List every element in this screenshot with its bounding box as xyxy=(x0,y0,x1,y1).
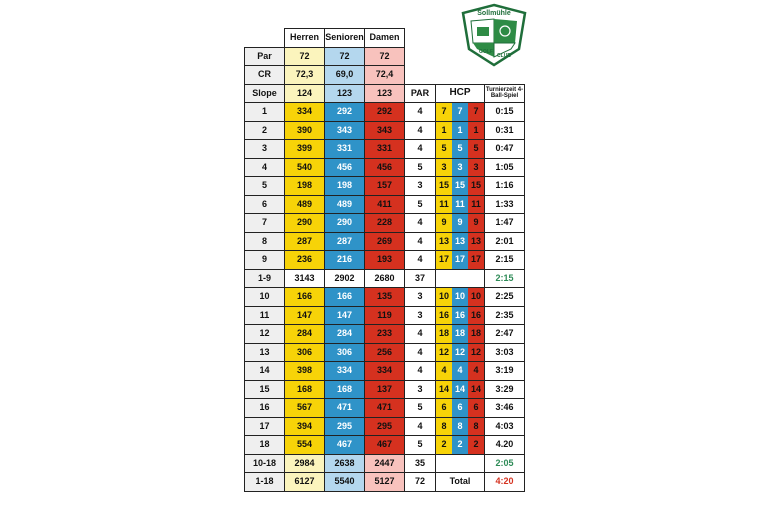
hcp-damen: 2 xyxy=(468,436,484,454)
hole-number: 8 xyxy=(245,232,285,251)
hcp-damen: 6 xyxy=(468,399,484,417)
total-herren: 6127 xyxy=(285,473,325,492)
yardage-senioren: 290 xyxy=(325,214,365,233)
empty-cell xyxy=(405,47,436,66)
hcp-damen: 1 xyxy=(468,122,484,140)
total-text: Total xyxy=(436,473,485,492)
hole-number: 17 xyxy=(245,417,285,436)
yardage-herren: 290 xyxy=(285,214,325,233)
hole-row xyxy=(245,288,525,307)
tee-time: 0:47 xyxy=(485,140,525,159)
hcp-senioren: 15 xyxy=(452,177,468,195)
hole-number: 13 xyxy=(245,343,285,362)
header-senioren: Senioren xyxy=(325,29,365,48)
hole-number: 4 xyxy=(245,158,285,177)
hcp-senioren: 18 xyxy=(452,325,468,343)
hcp-herren: 6 xyxy=(436,399,452,417)
scorecard-table xyxy=(244,28,525,492)
hole-par: 5 xyxy=(405,158,436,177)
yardage-senioren: 343 xyxy=(325,121,365,140)
hole-par: 4 xyxy=(405,121,436,140)
hcp-cell xyxy=(436,362,485,381)
total-label: 1-9 xyxy=(245,269,285,288)
rating-row xyxy=(245,66,525,85)
yardage-damen: 269 xyxy=(365,232,405,251)
hole-row xyxy=(245,251,525,270)
hcp-cell xyxy=(436,399,485,418)
logo-top-text: Sollmühle xyxy=(477,10,511,17)
hole-par: 4 xyxy=(405,343,436,362)
yardage-senioren: 334 xyxy=(325,362,365,381)
hole-number: 12 xyxy=(245,325,285,344)
total-senioren: 5540 xyxy=(325,473,365,492)
hole-par: 4 xyxy=(405,251,436,270)
yardage-senioren: 147 xyxy=(325,306,365,325)
yardage-herren: 399 xyxy=(285,140,325,159)
total-par: 37 xyxy=(405,269,436,288)
hole-row xyxy=(245,325,525,344)
hcp-herren: 9 xyxy=(436,214,452,232)
rating-label: Par xyxy=(245,47,285,66)
yardage-damen: 137 xyxy=(365,380,405,399)
rating-senioren: 69,0 xyxy=(325,66,365,85)
yardage-damen: 456 xyxy=(365,158,405,177)
yardage-herren: 306 xyxy=(285,343,325,362)
header-hcp: HCP xyxy=(436,84,485,103)
yardage-damen: 135 xyxy=(365,288,405,307)
yardage-senioren: 467 xyxy=(325,436,365,455)
empty-cell xyxy=(245,29,285,48)
hole-number: 3 xyxy=(245,140,285,159)
hole-row xyxy=(245,380,525,399)
yardage-senioren: 166 xyxy=(325,288,365,307)
total-time: 2:15 xyxy=(485,269,525,288)
back-total-row xyxy=(245,454,525,473)
hcp-herren: 3 xyxy=(436,159,452,177)
hcp-damen: 11 xyxy=(468,196,484,214)
hcp-senioren: 10 xyxy=(452,288,468,306)
hcp-cell xyxy=(436,251,485,270)
empty-cell xyxy=(485,29,525,48)
hole-par: 3 xyxy=(405,306,436,325)
hole-number: 5 xyxy=(245,177,285,196)
hcp-herren: 11 xyxy=(436,196,452,214)
total-senioren: 2902 xyxy=(325,269,365,288)
hcp-cell xyxy=(436,177,485,196)
hole-number: 9 xyxy=(245,251,285,270)
yardage-senioren: 295 xyxy=(325,417,365,436)
total-damen: 2447 xyxy=(365,454,405,473)
yardage-damen: 467 xyxy=(365,436,405,455)
hole-number: 16 xyxy=(245,399,285,418)
hcp-cell xyxy=(436,325,485,344)
rating-row xyxy=(245,84,525,103)
hcp-herren: 15 xyxy=(436,177,452,195)
yardage-herren: 166 xyxy=(285,288,325,307)
hcp-herren: 10 xyxy=(436,288,452,306)
empty-cell xyxy=(436,29,485,48)
empty-cell xyxy=(436,47,485,66)
yardage-senioren: 471 xyxy=(325,399,365,418)
scorecard xyxy=(244,28,525,492)
total-label: 10-18 xyxy=(245,454,285,473)
hole-row xyxy=(245,121,525,140)
hcp-senioren: 13 xyxy=(452,233,468,251)
hole-row xyxy=(245,343,525,362)
tee-time: 1:33 xyxy=(485,195,525,214)
tee-time: 2:25 xyxy=(485,288,525,307)
yardage-herren: 567 xyxy=(285,399,325,418)
hcp-senioren: 11 xyxy=(452,196,468,214)
empty-cell xyxy=(436,66,485,85)
tee-time: 4:03 xyxy=(485,417,525,436)
hcp-cell xyxy=(436,417,485,436)
hcp-damen: 4 xyxy=(468,362,484,380)
yardage-damen: 157 xyxy=(365,177,405,196)
yardage-herren: 398 xyxy=(285,362,325,381)
total-par: 72 xyxy=(405,473,436,492)
hcp-herren: 18 xyxy=(436,325,452,343)
yardage-senioren: 287 xyxy=(325,232,365,251)
hole-number: 15 xyxy=(245,380,285,399)
hole-number: 1 xyxy=(245,103,285,122)
hcp-damen: 5 xyxy=(468,140,484,158)
hcp-cell xyxy=(436,121,485,140)
hcp-herren: 14 xyxy=(436,381,452,399)
hcp-cell xyxy=(436,232,485,251)
hole-row xyxy=(245,195,525,214)
hcp-senioren: 14 xyxy=(452,381,468,399)
logo-golf-text: GOLF xyxy=(479,49,493,55)
yardage-senioren: 292 xyxy=(325,103,365,122)
yardage-herren: 489 xyxy=(285,195,325,214)
hcp-senioren: 3 xyxy=(452,159,468,177)
yardage-senioren: 306 xyxy=(325,343,365,362)
hcp-damen: 10 xyxy=(468,288,484,306)
hcp-damen: 13 xyxy=(468,233,484,251)
hcp-senioren: 8 xyxy=(452,418,468,436)
yardage-damen: 228 xyxy=(365,214,405,233)
yardage-damen: 331 xyxy=(365,140,405,159)
yardage-herren: 168 xyxy=(285,380,325,399)
hcp-cell-empty xyxy=(436,269,485,288)
hole-par: 4 xyxy=(405,214,436,233)
tee-time: 2:47 xyxy=(485,325,525,344)
yardage-damen: 471 xyxy=(365,399,405,418)
hcp-herren: 8 xyxy=(436,418,452,436)
hole-row xyxy=(245,362,525,381)
empty-cell xyxy=(485,47,525,66)
hcp-cell xyxy=(436,306,485,325)
tee-time: 1:47 xyxy=(485,214,525,233)
hcp-damen: 15 xyxy=(468,177,484,195)
hcp-herren: 17 xyxy=(436,251,452,269)
hole-number: 2 xyxy=(245,121,285,140)
rating-damen: 72,4 xyxy=(365,66,405,85)
tee-time: 3:19 xyxy=(485,362,525,381)
hcp-damen: 12 xyxy=(468,344,484,362)
hcp-senioren: 17 xyxy=(452,251,468,269)
hcp-herren: 7 xyxy=(436,103,452,121)
hcp-damen: 18 xyxy=(468,325,484,343)
hcp-damen: 3 xyxy=(468,159,484,177)
hole-row xyxy=(245,399,525,418)
hcp-senioren: 7 xyxy=(452,103,468,121)
hcp-cell xyxy=(436,195,485,214)
hole-par: 4 xyxy=(405,232,436,251)
hcp-senioren: 9 xyxy=(452,214,468,232)
hole-number: 18 xyxy=(245,436,285,455)
logo-club-text: CLUB xyxy=(497,53,511,59)
yardage-herren: 394 xyxy=(285,417,325,436)
yardage-damen: 295 xyxy=(365,417,405,436)
hcp-damen: 9 xyxy=(468,214,484,232)
hcp-herren: 2 xyxy=(436,436,452,454)
hole-par: 4 xyxy=(405,417,436,436)
hole-row xyxy=(245,140,525,159)
hcp-herren: 13 xyxy=(436,233,452,251)
rating-senioren: 72 xyxy=(325,47,365,66)
yardage-senioren: 489 xyxy=(325,195,365,214)
yardage-herren: 147 xyxy=(285,306,325,325)
hcp-cell xyxy=(436,380,485,399)
hole-par: 4 xyxy=(405,140,436,159)
hole-row xyxy=(245,103,525,122)
hcp-herren: 12 xyxy=(436,344,452,362)
total-par: 35 xyxy=(405,454,436,473)
hole-par: 4 xyxy=(405,103,436,122)
rating-herren: 72,3 xyxy=(285,66,325,85)
tee-time: 0:31 xyxy=(485,121,525,140)
total-label: 1-18 xyxy=(245,473,285,492)
hole-row xyxy=(245,232,525,251)
yardage-damen: 119 xyxy=(365,306,405,325)
yardage-damen: 343 xyxy=(365,121,405,140)
rating-senioren: 123 xyxy=(325,84,365,103)
rating-row xyxy=(245,47,525,66)
hcp-cell xyxy=(436,158,485,177)
total-herren: 2984 xyxy=(285,454,325,473)
total-senioren: 2638 xyxy=(325,454,365,473)
hole-par: 3 xyxy=(405,380,436,399)
yardage-damen: 334 xyxy=(365,362,405,381)
tee-time: 1:16 xyxy=(485,177,525,196)
hcp-senioren: 12 xyxy=(452,344,468,362)
hcp-herren: 1 xyxy=(436,122,452,140)
header-par: PAR xyxy=(405,84,436,103)
rating-herren: 72 xyxy=(285,47,325,66)
header-row xyxy=(245,29,525,48)
hole-row xyxy=(245,436,525,455)
yardage-damen: 292 xyxy=(365,103,405,122)
hole-number: 10 xyxy=(245,288,285,307)
header-turnierzeit: Turnierzeit 4-Ball-Spiel xyxy=(485,84,525,103)
hole-row xyxy=(245,214,525,233)
hcp-senioren: 5 xyxy=(452,140,468,158)
yardage-herren: 390 xyxy=(285,121,325,140)
hcp-cell xyxy=(436,140,485,159)
yardage-senioren: 198 xyxy=(325,177,365,196)
yardage-damen: 411 xyxy=(365,195,405,214)
yardage-damen: 233 xyxy=(365,325,405,344)
hcp-damen: 17 xyxy=(468,251,484,269)
hcp-damen: 7 xyxy=(468,103,484,121)
tee-time: 3:03 xyxy=(485,343,525,362)
hole-par: 5 xyxy=(405,195,436,214)
hcp-herren: 16 xyxy=(436,307,452,325)
header-herren: Herren xyxy=(285,29,325,48)
rating-damen: 72 xyxy=(365,47,405,66)
yardage-herren: 236 xyxy=(285,251,325,270)
yardage-senioren: 284 xyxy=(325,325,365,344)
empty-cell xyxy=(485,66,525,85)
yardage-senioren: 168 xyxy=(325,380,365,399)
hole-row xyxy=(245,306,525,325)
tee-time: 3:46 xyxy=(485,399,525,418)
hcp-cell xyxy=(436,436,485,455)
yardage-herren: 554 xyxy=(285,436,325,455)
hole-par: 5 xyxy=(405,399,436,418)
yardage-damen: 193 xyxy=(365,251,405,270)
yardage-senioren: 456 xyxy=(325,158,365,177)
tee-time: 3:29 xyxy=(485,380,525,399)
total-herren: 3143 xyxy=(285,269,325,288)
hcp-cell xyxy=(436,103,485,122)
grand-total-row xyxy=(245,473,525,492)
yardage-senioren: 331 xyxy=(325,140,365,159)
tee-time: 2:01 xyxy=(485,232,525,251)
total-time: 4:20 xyxy=(485,473,525,492)
hcp-damen: 14 xyxy=(468,381,484,399)
tee-time: 4.20 xyxy=(485,436,525,455)
hole-row xyxy=(245,158,525,177)
empty-cell xyxy=(405,29,436,48)
tee-time: 2:35 xyxy=(485,306,525,325)
hole-number: 14 xyxy=(245,362,285,381)
rating-damen: 123 xyxy=(365,84,405,103)
hole-par: 3 xyxy=(405,177,436,196)
hcp-senioren: 6 xyxy=(452,399,468,417)
yardage-herren: 334 xyxy=(285,103,325,122)
hcp-damen: 8 xyxy=(468,418,484,436)
tee-time: 1:05 xyxy=(485,158,525,177)
yardage-herren: 284 xyxy=(285,325,325,344)
hcp-senioren: 4 xyxy=(452,362,468,380)
hcp-senioren: 1 xyxy=(452,122,468,140)
yardage-damen: 256 xyxy=(365,343,405,362)
hcp-cell xyxy=(436,214,485,233)
total-damen: 5127 xyxy=(365,473,405,492)
hole-row xyxy=(245,177,525,196)
yardage-herren: 540 xyxy=(285,158,325,177)
front-total-row xyxy=(245,269,525,288)
hole-par: 5 xyxy=(405,436,436,455)
hole-number: 6 xyxy=(245,195,285,214)
hole-par: 3 xyxy=(405,288,436,307)
rating-herren: 124 xyxy=(285,84,325,103)
hcp-cell xyxy=(436,288,485,307)
yardage-herren: 198 xyxy=(285,177,325,196)
header-damen: Damen xyxy=(365,29,405,48)
rating-label: CR xyxy=(245,66,285,85)
tee-time: 2:15 xyxy=(485,251,525,270)
hcp-cell-empty xyxy=(436,454,485,473)
yardage-senioren: 216 xyxy=(325,251,365,270)
hole-number: 11 xyxy=(245,306,285,325)
hcp-damen: 16 xyxy=(468,307,484,325)
hole-row xyxy=(245,417,525,436)
total-time: 2:05 xyxy=(485,454,525,473)
hole-number: 7 xyxy=(245,214,285,233)
hole-par: 4 xyxy=(405,362,436,381)
total-damen: 2680 xyxy=(365,269,405,288)
tee-time: 0:15 xyxy=(485,103,525,122)
hcp-herren: 4 xyxy=(436,362,452,380)
hole-par: 4 xyxy=(405,325,436,344)
empty-cell xyxy=(405,66,436,85)
rating-label: Slope xyxy=(245,84,285,103)
hcp-senioren: 2 xyxy=(452,436,468,454)
hcp-herren: 5 xyxy=(436,140,452,158)
hcp-senioren: 16 xyxy=(452,307,468,325)
yardage-herren: 287 xyxy=(285,232,325,251)
hcp-cell xyxy=(436,343,485,362)
